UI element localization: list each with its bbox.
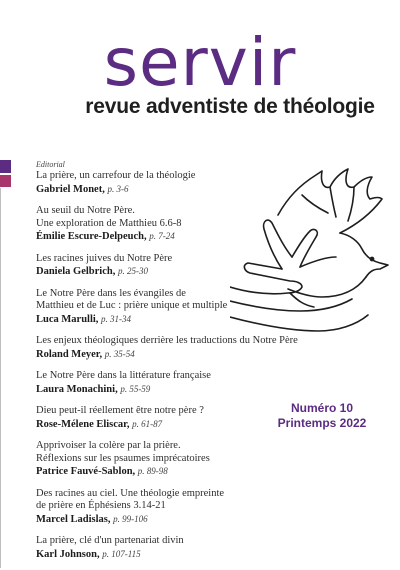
- entry-pages: p. 25-30: [117, 266, 148, 276]
- issue-season: Printemps 2022: [277, 416, 367, 430]
- issue-info: [262, 401, 382, 431]
- author-name: Karl Johnson: [36, 548, 97, 560]
- entry-pages: p. 35-54: [104, 348, 135, 359]
- entry-title: Le Notre Père dans les évangiles de: [36, 287, 186, 299]
- journal-subtitle: revue adventiste de théologie: [85, 95, 375, 118]
- toc-entry: [36, 535, 356, 561]
- author-name: Patrice Fauvé-Sablon: [36, 466, 133, 477]
- entry-title: Les racines juives du Notre Père: [36, 252, 173, 264]
- entry-author: Gabriel Monet, p. 3-6: [36, 183, 129, 195]
- entry-title-line-2: Matthieu et de Luc : prière unique et multiple: [36, 300, 228, 311]
- entry-title-line-2: Une exploration de Matthieu 6.6-8: [36, 217, 182, 229]
- entry-pages: p. 31-34: [101, 313, 132, 324]
- entry-title: La prière, un carrefour de la théologie: [36, 170, 196, 181]
- sidebar-bar-purple: [0, 160, 11, 173]
- toc-entry: [36, 170, 356, 196]
- sidebar-bar-red: [0, 175, 11, 187]
- entry-author: Roland Meyer, p. 35-54: [36, 348, 135, 360]
- toc-entry: [36, 253, 356, 279]
- entry-pages: p. 61-87: [132, 418, 163, 429]
- toc-entry: [36, 370, 356, 396]
- entry-title: Le Notre Père dans la littérature française: [36, 370, 211, 381]
- entry-pages: p. 107-115: [102, 548, 141, 559]
- entry-title: Au seuil du Notre Père.: [36, 205, 135, 216]
- author-name: Gabriel Monet: [36, 183, 103, 195]
- entry-title: Apprivoiser la colère par la prière.: [36, 440, 181, 451]
- toc-entry: [36, 288, 356, 327]
- author-name: Roland Meyer: [36, 348, 100, 360]
- entry-pages: p. 89-98: [137, 466, 168, 476]
- entry-title: Dieu peut-il réellement être notre père ?: [36, 405, 204, 416]
- table-of-contents: [36, 160, 356, 570]
- author-name: Daniela Gelbrich: [36, 266, 113, 277]
- toc-entry: [36, 335, 356, 361]
- entry-pages: p. 99-106: [113, 513, 148, 524]
- entry-pages: p. 55-59: [120, 383, 151, 394]
- author-name: Émilie Escure-Delpeuch: [36, 231, 145, 242]
- author-name: Marcel Ladislas: [36, 513, 108, 525]
- entry-author: Daniela Gelbrich, p. 25-30: [36, 266, 148, 277]
- toc-entry: [36, 488, 356, 527]
- entry-pages: p. 7-24: [149, 231, 175, 241]
- issue-number: Numéro 10: [290, 401, 354, 415]
- entry-author: Karl Johnson, p. 107-115: [36, 548, 141, 560]
- entry-author: Émilie Escure-Delpeuch, p. 7-24: [36, 231, 175, 242]
- entry-title: La prière, clé d'un partenariat divin: [36, 535, 184, 546]
- brand-logo: servir: [103, 24, 297, 101]
- entry-title-line-2: Réflexions sur les psaumes imprécatoires: [36, 452, 210, 464]
- entry-title: Les enjeux théologiques derrière les traductions du Notre Père: [36, 335, 298, 346]
- author-name: Laura Monachini: [36, 383, 116, 395]
- entry-author: Marcel Ladislas, p. 99-106: [36, 513, 148, 525]
- entry-title-line-2: de prière en Éphésiens 3.14-21: [36, 500, 166, 511]
- entry-author: Patrice Fauvé-Sablon, p. 89-98: [36, 466, 168, 477]
- entry-author: Rose-Mélene Eliscar, p. 61-87: [36, 418, 163, 430]
- entry-title: Des racines au ciel. Une théologie empreinte: [36, 487, 225, 499]
- entry-author: Laura Monachini, p. 55-59: [36, 383, 151, 395]
- toc-entry: [36, 205, 356, 244]
- toc-entry: [36, 440, 356, 479]
- entry-pages: p. 3-6: [107, 183, 129, 194]
- author-name: Rose-Mélene Eliscar: [36, 418, 127, 430]
- section-label: Editorial: [36, 160, 65, 169]
- sidebar-line: [0, 188, 1, 568]
- author-name: Luca Marulli: [36, 313, 96, 325]
- entry-author: Luca Marulli, p. 31-34: [36, 313, 132, 325]
